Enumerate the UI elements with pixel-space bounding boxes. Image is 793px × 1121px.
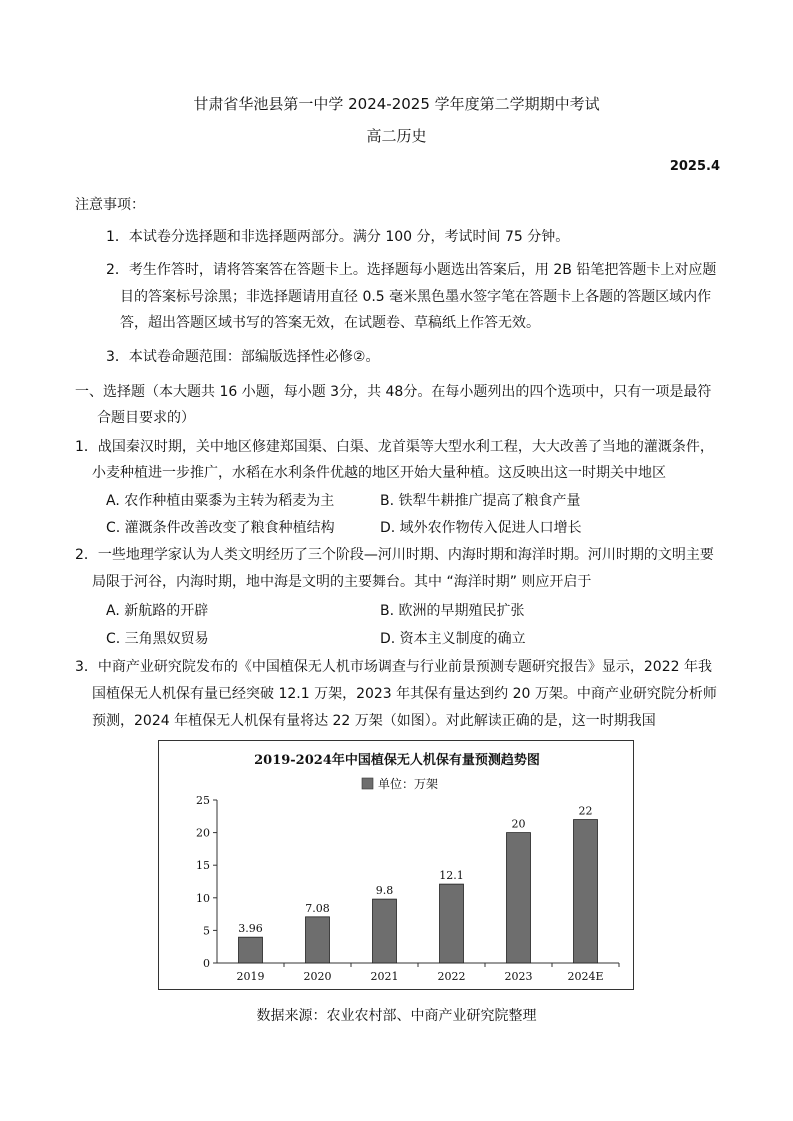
data-label-2022: 12.1	[439, 869, 464, 883]
section-heading-cont: 合题目要求的）	[97, 410, 195, 426]
chart-canvas	[159, 741, 635, 991]
drone-bar-chart	[158, 740, 634, 990]
bar-2024E	[574, 820, 598, 963]
notice-item-3: 3．本试卷命题范围：部编版选择性必修②。	[106, 349, 380, 365]
bar-2021	[373, 899, 397, 963]
exam-subject: 高二历史	[366, 127, 427, 145]
x-tick-label-2022: 2022	[437, 970, 466, 983]
exam-date: 2025.4	[669, 159, 720, 174]
bar-2019	[239, 937, 263, 963]
chart-source: 数据来源：农业农村部、中商产业研究院整理	[256, 1008, 537, 1024]
chart-title: 2019-2024年中国植保无人机保有量预测趋势图	[254, 753, 540, 768]
bar-2023	[507, 833, 531, 963]
data-label-2020: 7.08	[305, 901, 330, 915]
q2-option-a: A. 新航路的开辟	[106, 603, 209, 619]
y-tick-label: 15	[196, 859, 210, 873]
q2-stem-cont: 局限于河谷，内海时期，地中海是文明的主要舞台。其中 “海洋时期” 则应开启于	[92, 574, 592, 590]
legend-label: 单位：万架	[378, 777, 439, 791]
q1-stem: 1．战国秦汉时期，关中地区修建郑国渠、白渠、龙首渠等大型水利工程，大大改善了当地的灌溉条件，	[75, 439, 714, 455]
y-tick-label: 10	[196, 891, 210, 905]
notice-item-1: 1．本试卷分选择题和非选择题两部分。满分 100 分，考试时间 75 分钟。	[106, 229, 570, 245]
x-tick-label-2024E: 2024E	[567, 970, 604, 983]
x-tick-label-2019: 2019	[236, 970, 265, 983]
q2-option-c: C. 三角黑奴贸易	[106, 631, 209, 647]
data-label-2019: 3.96	[238, 922, 263, 936]
notice-item-2: 2．考生作答时，请将答案答在答题卡上。选择题每小题选出答案后，用 2B 铅笔把答题卡上对应题	[106, 262, 717, 278]
section-heading: 一、选择题（本大题共 16 小题，每小题 3分，共 48分。在每小题列出的四个选项中，只有一项是最符	[75, 384, 712, 400]
y-tick-label: 20	[196, 826, 210, 840]
q2-option-b: B. 欧洲的早期殖民扩张	[380, 603, 525, 619]
q2-option-d: D. 资本主义制度的确立	[380, 631, 526, 647]
q1-stem-cont: 小麦种植进一步推广，水稻在水利条件优越的地区开始大量种植。这反映出这一时期关中地区	[92, 465, 666, 481]
q2-stem: 2．一些地理学家认为人类文明经历了三个阶段—河川时期、内海时期和海洋时期。河川时期的文明主要	[75, 547, 714, 563]
bar-2020	[306, 917, 330, 963]
q1-option-d: D. 域外农作物传入促进人口增长	[380, 520, 582, 536]
y-tick-label: 5	[203, 924, 210, 938]
x-tick-label-2021: 2021	[370, 970, 399, 983]
data-label-2023: 20	[511, 817, 526, 831]
x-tick-label-2020: 2020	[303, 970, 332, 983]
q1-option-b: B. 铁犁牛耕推广提高了粮食产量	[380, 493, 581, 509]
x-tick-label-2023: 2023	[504, 970, 533, 983]
notice-item-2-cont: 目的答案标号涂黑；非选择题请用直径 0.5 毫米黑色墨水签字笔在答题卡上各题的答题区域内作	[120, 289, 712, 305]
legend-swatch	[362, 778, 373, 789]
data-label-2021: 9.8	[375, 884, 394, 898]
q3-stem: 3．中商产业研究院发布的《中国植保无人机市场调查与行业前景预测专题研究报告》显示，2022 年我	[75, 659, 712, 675]
data-label-2024E: 22	[578, 804, 593, 818]
q3-stem-cont2: 预测，2024 年植保无人机保有量将达 22 万架（如图）。对此解读正确的是，这一时期我国	[92, 713, 656, 729]
notice-heading: 注意事项：	[75, 197, 145, 213]
notice-item-2-cont2: 答，超出答题区域书写的答案无效，在试题卷、草稿纸上作答无效。	[120, 315, 540, 331]
bar-2022	[440, 884, 464, 963]
q1-option-a: A. 农作种植由粟黍为主转为稻麦为主	[106, 493, 335, 509]
y-tick-label: 0	[203, 957, 210, 970]
y-tick-label: 25	[196, 794, 210, 807]
q1-option-c: C. 灌溉条件改善改变了粮食种植结构	[106, 520, 335, 536]
exam-title: 甘肃省华池县第一中学 2024-2025 学年度第二学期期中考试	[193, 95, 600, 113]
q3-stem-cont: 国植保无人机保有量已经突破 12.1 万架，2023 年其保有量达到约 20 万架。中商产业研究院分析师	[92, 686, 717, 702]
